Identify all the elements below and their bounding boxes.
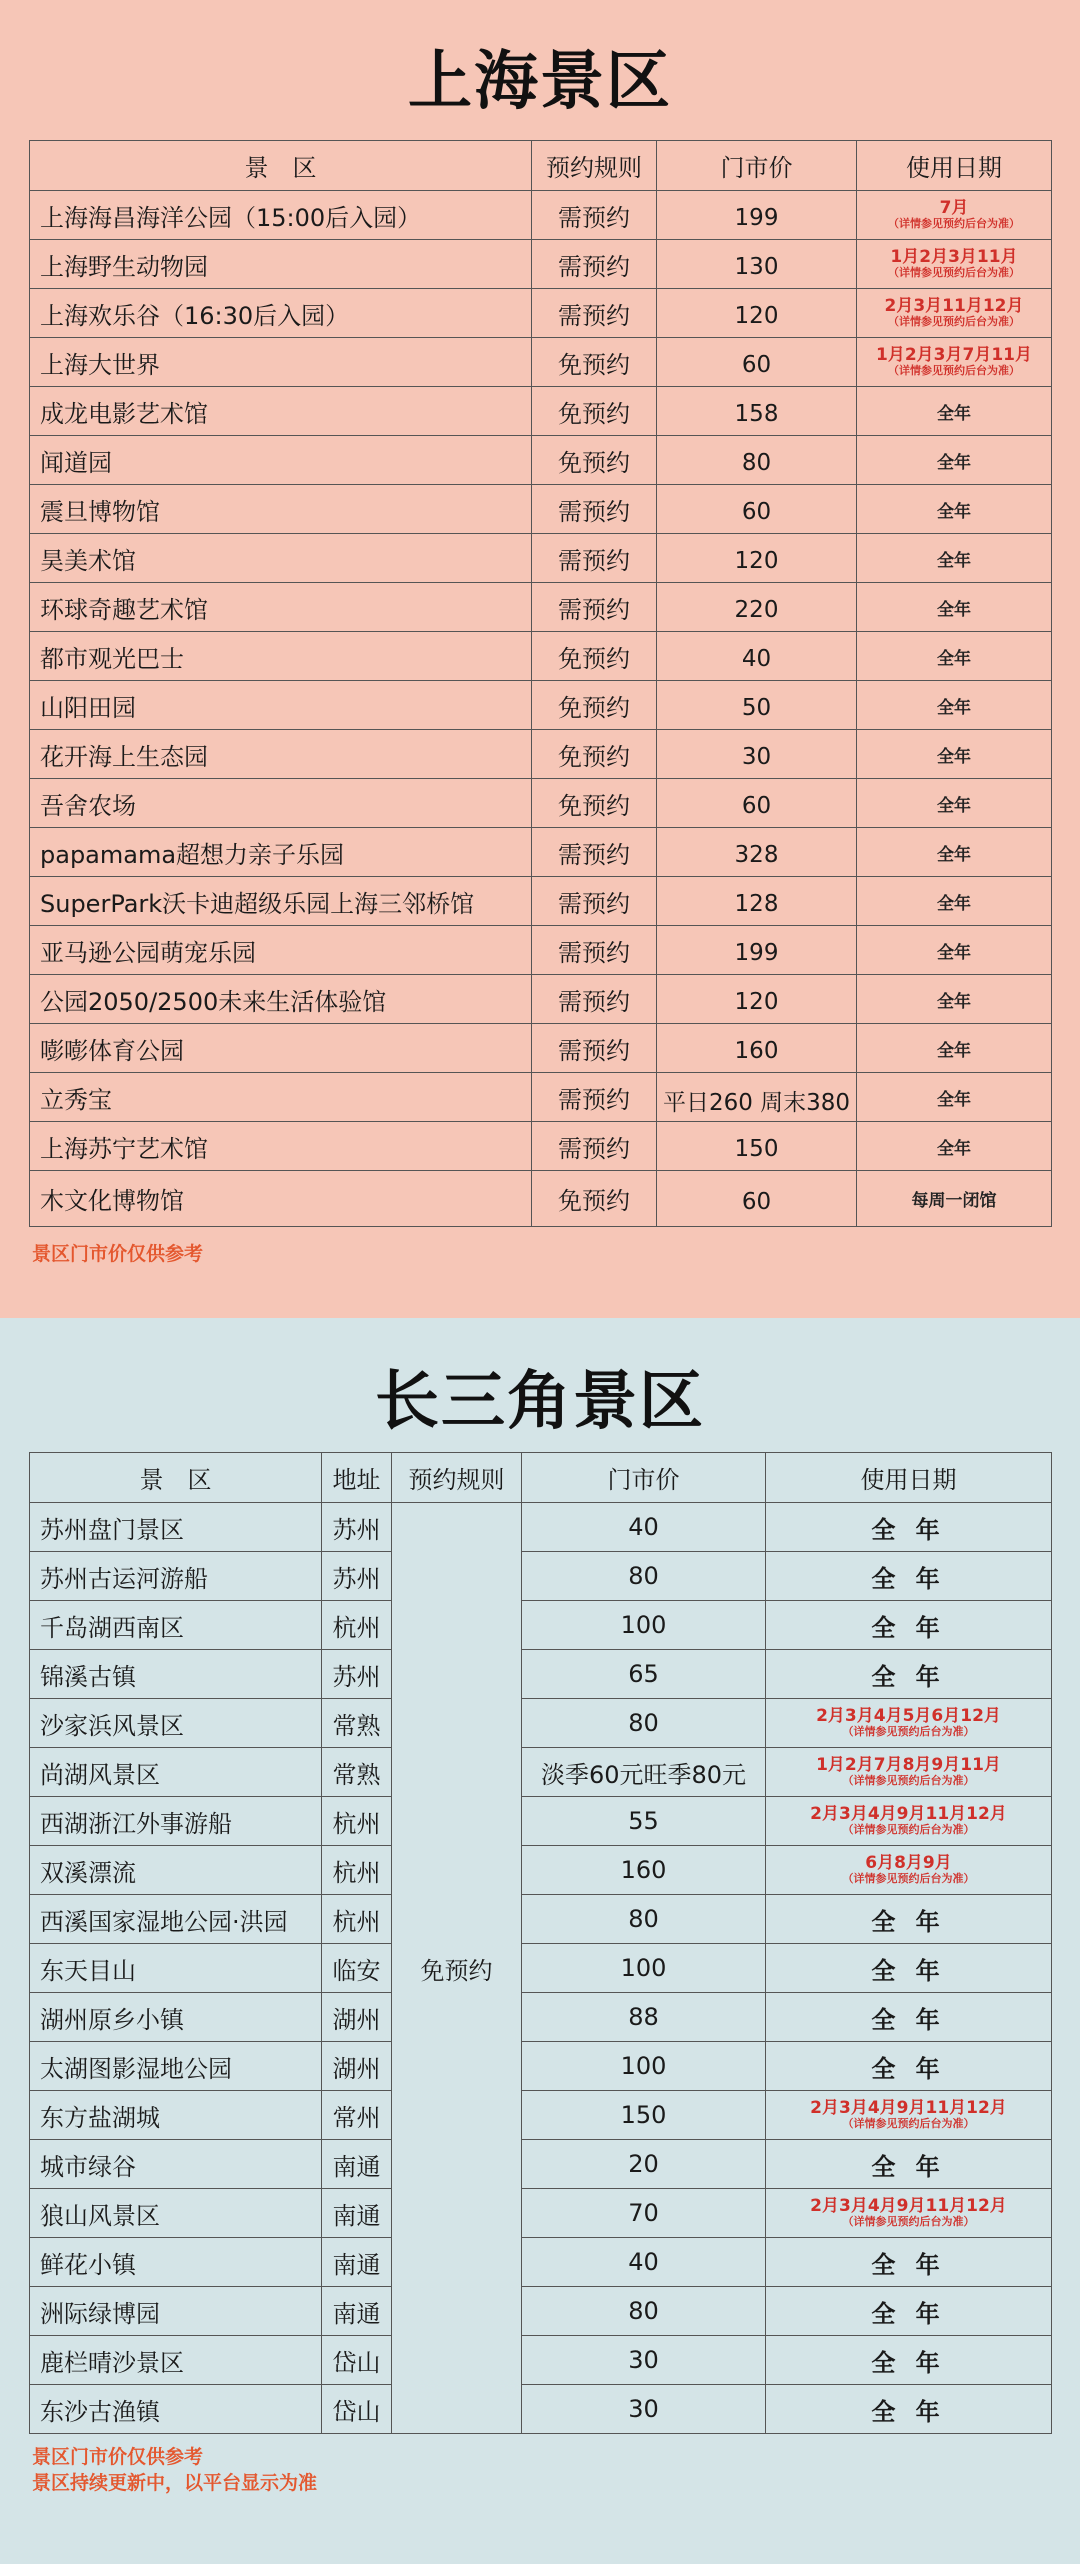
ticket-price: 158 — [657, 387, 857, 436]
date-months-text: 2月3月4月9月11月12月 — [810, 2196, 1007, 2217]
ticket-price: 40 — [657, 632, 857, 681]
table-row — [30, 2091, 1052, 2140]
date-text: 全年 — [937, 599, 971, 620]
date-cell — [766, 2336, 1052, 2385]
attraction-name: papamama超想力亲子乐园 — [30, 828, 532, 877]
table-row — [30, 1171, 1052, 1227]
table-row — [30, 2385, 1052, 2434]
booking-rule: 需预约 — [532, 485, 657, 534]
attraction-address: 湖州 — [322, 2042, 392, 2091]
ticket-price: 100 — [522, 1944, 766, 1993]
date-detail-note: （详情参见预约后台为准） — [842, 1823, 975, 1837]
attraction-name: 鹿栏晴沙景区 — [30, 2336, 322, 2385]
booking-rule-merged: 免预约 — [392, 1503, 522, 2434]
table-row — [30, 387, 1052, 436]
date-months-text: 1月2月7月8月9月11月 — [816, 1755, 1001, 1776]
date-text: 全年 — [937, 550, 971, 571]
ticket-price: 100 — [522, 2042, 766, 2091]
date-months — [857, 298, 1051, 327]
date-text: 全 年 — [871, 1662, 946, 1691]
date-months — [857, 249, 1051, 278]
date-months-text: 2月3月11月12月 — [884, 296, 1024, 317]
date-cell — [766, 1503, 1052, 1552]
table-header-row — [30, 1453, 1052, 1503]
date-cell — [857, 436, 1052, 485]
date-detail-note: （详情参见预约后台为准） — [842, 2117, 975, 2131]
date-text: 全 年 — [871, 2250, 946, 2279]
date-detail-note: （详情参见预约后台为准） — [888, 217, 1020, 231]
table-row — [30, 632, 1052, 681]
shanghai-table — [29, 140, 1052, 1227]
date-cell — [857, 730, 1052, 779]
attraction-address: 南通 — [322, 2238, 392, 2287]
table-row — [30, 2140, 1052, 2189]
attraction-address: 杭州 — [322, 1846, 392, 1895]
date-text: 全年 — [937, 697, 971, 718]
attraction-name: 闻道园 — [30, 436, 532, 485]
date-months — [766, 1855, 1051, 1884]
date-cell — [857, 1171, 1052, 1227]
table-row — [30, 2336, 1052, 2385]
yangtze-title: 长三角景区 — [375, 1365, 705, 1439]
date-detail-note: （详情参见预约后台为准） — [842, 1725, 975, 1739]
date-cell — [857, 975, 1052, 1024]
attraction-name: 尚湖风景区 — [30, 1748, 322, 1797]
table-row — [30, 1122, 1052, 1171]
table-row — [30, 828, 1052, 877]
date-text: 全年 — [937, 746, 971, 767]
table-row — [30, 289, 1052, 338]
date-cell — [857, 338, 1052, 387]
attraction-name: 狼山风景区 — [30, 2189, 322, 2238]
attraction-name: 城市绿谷 — [30, 2140, 322, 2189]
attraction-name: 东方盐湖城 — [30, 2091, 322, 2140]
date-text: 全 年 — [871, 2152, 946, 2181]
attraction-name: 西溪国家湿地公园·洪园 — [30, 1895, 322, 1944]
attraction-address: 湖州 — [322, 1993, 392, 2042]
attraction-name: 昊美术馆 — [30, 534, 532, 583]
table-row — [30, 926, 1052, 975]
attraction-address: 苏州 — [322, 1552, 392, 1601]
ticket-price: 120 — [657, 534, 857, 583]
date-cell — [766, 2091, 1052, 2140]
date-detail-note: （详情参见预约后台为准） — [842, 2215, 975, 2229]
date-months-text: 2月3月4月9月11月12月 — [810, 1804, 1007, 1825]
attraction-address: 杭州 — [322, 1895, 392, 1944]
date-text: 全年 — [937, 942, 971, 963]
attraction-address: 常熟 — [322, 1748, 392, 1797]
attraction-name: 上海海昌海洋公园（15:00后入园） — [30, 191, 532, 240]
ticket-price: 220 — [657, 583, 857, 632]
yangtze-note-line-2: 景区持续更新中，以平台显示为准 — [32, 2472, 318, 2494]
ticket-price: 328 — [657, 828, 857, 877]
date-cell — [857, 1024, 1052, 1073]
table-row — [30, 730, 1052, 779]
table-row — [30, 1024, 1052, 1073]
date-cell — [766, 1846, 1052, 1895]
date-cell — [766, 1552, 1052, 1601]
booking-rule: 免预约 — [532, 387, 657, 436]
date-cell — [766, 1993, 1052, 2042]
attraction-address: 南通 — [322, 2287, 392, 2336]
ticket-price: 55 — [522, 1797, 766, 1846]
attraction-name: 上海欢乐谷（16:30后入园） — [30, 289, 532, 338]
table-row — [30, 877, 1052, 926]
date-text: 全年 — [937, 501, 971, 522]
booking-rule: 需预约 — [532, 1122, 657, 1171]
date-text: 全年 — [937, 844, 971, 865]
date-cell — [857, 387, 1052, 436]
yangtze-table — [29, 1452, 1052, 2434]
ticket-price: 60 — [657, 338, 857, 387]
date-text: 全 年 — [871, 1564, 946, 1593]
table-row — [30, 191, 1052, 240]
date-cell — [766, 1650, 1052, 1699]
ticket-price: 100 — [522, 1601, 766, 1650]
date-cell — [857, 534, 1052, 583]
date-cell — [857, 1122, 1052, 1171]
booking-rule: 免预约 — [532, 730, 657, 779]
date-cell — [857, 926, 1052, 975]
ticket-price: 70 — [522, 2189, 766, 2238]
table-row — [30, 1797, 1052, 1846]
date-text: 全 年 — [871, 2397, 946, 2426]
date-text: 全 年 — [871, 1956, 946, 1985]
date-months-text: 6月8月9月 — [865, 1853, 952, 1874]
booking-rule: 需预约 — [532, 1024, 657, 1073]
ticket-price: 150 — [522, 2091, 766, 2140]
date-months — [766, 1757, 1051, 1786]
shanghai-title: 上海景区 — [408, 45, 672, 119]
date-cell — [857, 632, 1052, 681]
date-detail-note: （详情参见预约后台为准） — [888, 364, 1020, 378]
date-months — [857, 347, 1051, 376]
date-cell — [766, 2287, 1052, 2336]
attraction-name: 洲际绿博园 — [30, 2287, 322, 2336]
yangtze-section — [0, 1318, 1080, 2564]
ticket-price: 20 — [522, 2140, 766, 2189]
table-row — [30, 1895, 1052, 1944]
ticket-price: 160 — [657, 1024, 857, 1073]
date-text: 全年 — [937, 1089, 971, 1110]
attraction-name: 千岛湖西南区 — [30, 1601, 322, 1650]
ticket-price: 40 — [522, 1503, 766, 1552]
ticket-price: 30 — [522, 2385, 766, 2434]
column-header: 预约规则 — [392, 1453, 522, 1503]
attraction-name: 花开海上生态园 — [30, 730, 532, 779]
attraction-name: 吾舍农场 — [30, 779, 532, 828]
attraction-name: 锦溪古镇 — [30, 1650, 322, 1699]
attraction-name: 立秀宝 — [30, 1073, 532, 1122]
ticket-price: 60 — [657, 1171, 857, 1227]
booking-rule: 需预约 — [532, 828, 657, 877]
booking-rule: 需预约 — [532, 975, 657, 1024]
booking-rule: 免预约 — [532, 1171, 657, 1227]
booking-rule: 需预约 — [532, 1073, 657, 1122]
attraction-address: 常熟 — [322, 1699, 392, 1748]
ticket-price: 65 — [522, 1650, 766, 1699]
column-header: 地址 — [322, 1453, 392, 1503]
ticket-price: 160 — [522, 1846, 766, 1895]
date-months-text: 7月 — [939, 198, 969, 219]
date-text: 全 年 — [871, 1613, 946, 1642]
date-text: 每周一闭馆 — [911, 1191, 997, 1211]
attraction-name: 震旦博物馆 — [30, 485, 532, 534]
date-months-text: 1月2月3月7月11月 — [876, 345, 1032, 366]
attraction-name: 苏州古运河游船 — [30, 1552, 322, 1601]
attraction-address: 南通 — [322, 2189, 392, 2238]
date-detail-note: （详情参见预约后台为准） — [888, 315, 1020, 329]
date-cell — [766, 2140, 1052, 2189]
date-cell — [766, 1748, 1052, 1797]
date-detail-note: （详情参见预约后台为准） — [888, 266, 1020, 280]
booking-rule: 免预约 — [532, 681, 657, 730]
yangtze-note — [32, 2444, 317, 2496]
date-cell — [766, 1699, 1052, 1748]
attraction-name: 上海野生动物园 — [30, 240, 532, 289]
attraction-address: 杭州 — [322, 1601, 392, 1650]
date-cell — [857, 240, 1052, 289]
table-row — [30, 1503, 1052, 1552]
booking-rule: 免预约 — [532, 338, 657, 387]
attraction-name: 成龙电影艺术馆 — [30, 387, 532, 436]
shanghai-note: 景区门市价仅供参考 — [32, 1243, 204, 1265]
table-row — [30, 2238, 1052, 2287]
date-cell — [857, 828, 1052, 877]
attraction-address: 常州 — [322, 2091, 392, 2140]
date-text: 全年 — [937, 648, 971, 669]
booking-rule: 需预约 — [532, 240, 657, 289]
ticket-price: 60 — [657, 779, 857, 828]
table-row — [30, 1846, 1052, 1895]
date-cell — [766, 2238, 1052, 2287]
table-row — [30, 1552, 1052, 1601]
date-text: 全年 — [937, 795, 971, 816]
ticket-price: 80 — [522, 1895, 766, 1944]
ticket-price: 50 — [657, 681, 857, 730]
column-header: 景 区 — [30, 1453, 322, 1503]
table-row — [30, 681, 1052, 730]
column-header: 门市价 — [522, 1453, 766, 1503]
date-cell — [766, 1797, 1052, 1846]
ticket-price: 80 — [522, 1699, 766, 1748]
date-cell — [857, 583, 1052, 632]
attraction-name: 双溪漂流 — [30, 1846, 322, 1895]
attraction-name: 沙家浜风景区 — [30, 1699, 322, 1748]
date-text: 全年 — [937, 991, 971, 1012]
ticket-price: 60 — [657, 485, 857, 534]
booking-rule: 免预约 — [532, 436, 657, 485]
date-cell — [857, 877, 1052, 926]
date-text: 全 年 — [871, 2348, 946, 2377]
date-cell — [857, 779, 1052, 828]
booking-rule: 需预约 — [532, 191, 657, 240]
date-cell — [766, 2385, 1052, 2434]
attraction-name: 山阳田园 — [30, 681, 532, 730]
attraction-name: 太湖图影湿地公园 — [30, 2042, 322, 2091]
date-months-text: 1月2月3月11月 — [890, 247, 1018, 268]
attraction-name: 亚马逊公园萌宠乐园 — [30, 926, 532, 975]
ticket-price: 199 — [657, 926, 857, 975]
booking-rule: 需预约 — [532, 534, 657, 583]
attraction-name: 湖州原乡小镇 — [30, 1993, 322, 2042]
attraction-name: 鲜花小镇 — [30, 2238, 322, 2287]
attraction-address: 苏州 — [322, 1650, 392, 1699]
attraction-name: 上海苏宁艺术馆 — [30, 1122, 532, 1171]
attraction-name: 公园2050/2500未来生活体验馆 — [30, 975, 532, 1024]
ticket-price: 199 — [657, 191, 857, 240]
ticket-price: 120 — [657, 289, 857, 338]
date-months — [766, 2100, 1051, 2129]
booking-rule: 需预约 — [532, 583, 657, 632]
ticket-price: 40 — [522, 2238, 766, 2287]
date-text: 全年 — [937, 403, 971, 424]
date-detail-note: （详情参见预约后台为准） — [842, 1872, 975, 1886]
table-row — [30, 2287, 1052, 2336]
table-row — [30, 583, 1052, 632]
date-months — [766, 1708, 1051, 1737]
date-detail-note: （详情参见预约后台为准） — [842, 1774, 975, 1788]
table-row — [30, 1650, 1052, 1699]
ticket-price: 30 — [657, 730, 857, 779]
table-row — [30, 1073, 1052, 1122]
column-header: 预约规则 — [532, 141, 657, 191]
ticket-price: 120 — [657, 975, 857, 1024]
ticket-price: 80 — [522, 2287, 766, 2336]
date-text: 全年 — [937, 893, 971, 914]
date-cell — [857, 191, 1052, 240]
column-header: 景 区 — [30, 141, 532, 191]
date-text: 全 年 — [871, 2054, 946, 2083]
booking-rule: 免预约 — [532, 632, 657, 681]
attraction-name: 西湖浙江外事游船 — [30, 1797, 322, 1846]
attraction-address: 临安 — [322, 1944, 392, 1993]
ticket-price: 30 — [522, 2336, 766, 2385]
date-cell — [766, 2042, 1052, 2091]
table-row — [30, 338, 1052, 387]
booking-rule: 免预约 — [532, 779, 657, 828]
column-header: 使用日期 — [766, 1453, 1052, 1503]
attraction-name: 嘭嘭体育公园 — [30, 1024, 532, 1073]
column-header: 门市价 — [657, 141, 857, 191]
table-row — [30, 1993, 1052, 2042]
ticket-price: 130 — [657, 240, 857, 289]
attraction-address: 岱山 — [322, 2385, 392, 2434]
ticket-price: 150 — [657, 1122, 857, 1171]
attraction-address: 杭州 — [322, 1797, 392, 1846]
attraction-name: 环球奇趣艺术馆 — [30, 583, 532, 632]
ticket-price: 128 — [657, 877, 857, 926]
ticket-price: 80 — [657, 436, 857, 485]
date-cell — [766, 1895, 1052, 1944]
table-header-row — [30, 141, 1052, 191]
table-row — [30, 2189, 1052, 2238]
ticket-price: 80 — [522, 1552, 766, 1601]
table-row — [30, 2042, 1052, 2091]
table-row — [30, 240, 1052, 289]
date-cell — [766, 1944, 1052, 1993]
attraction-address: 南通 — [322, 2140, 392, 2189]
ticket-price: 平日260 周末380 — [657, 1073, 857, 1122]
date-cell — [857, 681, 1052, 730]
date-text: 全 年 — [871, 1907, 946, 1936]
date-text: 全 年 — [871, 1515, 946, 1544]
attraction-name: 木文化博物馆 — [30, 1171, 532, 1227]
attraction-name: 东沙古渔镇 — [30, 2385, 322, 2434]
attraction-name: 苏州盘门景区 — [30, 1503, 322, 1552]
date-months-text: 2月3月4月9月11月12月 — [810, 2098, 1007, 2119]
date-text: 全 年 — [871, 2299, 946, 2328]
date-months — [766, 2198, 1051, 2227]
table-row — [30, 534, 1052, 583]
date-months — [857, 200, 1051, 229]
ticket-price: 淡季60元旺季80元 — [522, 1748, 766, 1797]
table-row — [30, 1748, 1052, 1797]
attraction-name: 都市观光巴士 — [30, 632, 532, 681]
attraction-address: 苏州 — [322, 1503, 392, 1552]
attraction-name: SuperPark沃卡迪超级乐园上海三邻桥馆 — [30, 877, 532, 926]
table-row — [30, 485, 1052, 534]
date-cell — [857, 1073, 1052, 1122]
table-row — [30, 1601, 1052, 1650]
table-row — [30, 779, 1052, 828]
attraction-address: 岱山 — [322, 2336, 392, 2385]
booking-rule: 需预约 — [532, 877, 657, 926]
date-text: 全年 — [937, 1040, 971, 1061]
booking-rule: 需预约 — [532, 926, 657, 975]
date-text: 全年 — [937, 452, 971, 473]
table-row — [30, 1699, 1052, 1748]
attraction-name: 上海大世界 — [30, 338, 532, 387]
date-cell — [766, 1601, 1052, 1650]
date-cell — [857, 289, 1052, 338]
date-cell — [766, 2189, 1052, 2238]
ticket-price: 88 — [522, 1993, 766, 2042]
booking-rule: 需预约 — [532, 289, 657, 338]
date-months — [766, 1806, 1051, 1835]
date-months-text: 2月3月4月5月6月12月 — [816, 1706, 1001, 1727]
table-row — [30, 975, 1052, 1024]
date-text: 全年 — [937, 1138, 971, 1159]
yangtze-note-line-1: 景区门市价仅供参考 — [32, 2446, 204, 2468]
table-row — [30, 1944, 1052, 1993]
attraction-name: 东天目山 — [30, 1944, 322, 1993]
date-cell — [857, 485, 1052, 534]
date-text: 全 年 — [871, 2005, 946, 2034]
table-row — [30, 436, 1052, 485]
column-header: 使用日期 — [857, 141, 1052, 191]
